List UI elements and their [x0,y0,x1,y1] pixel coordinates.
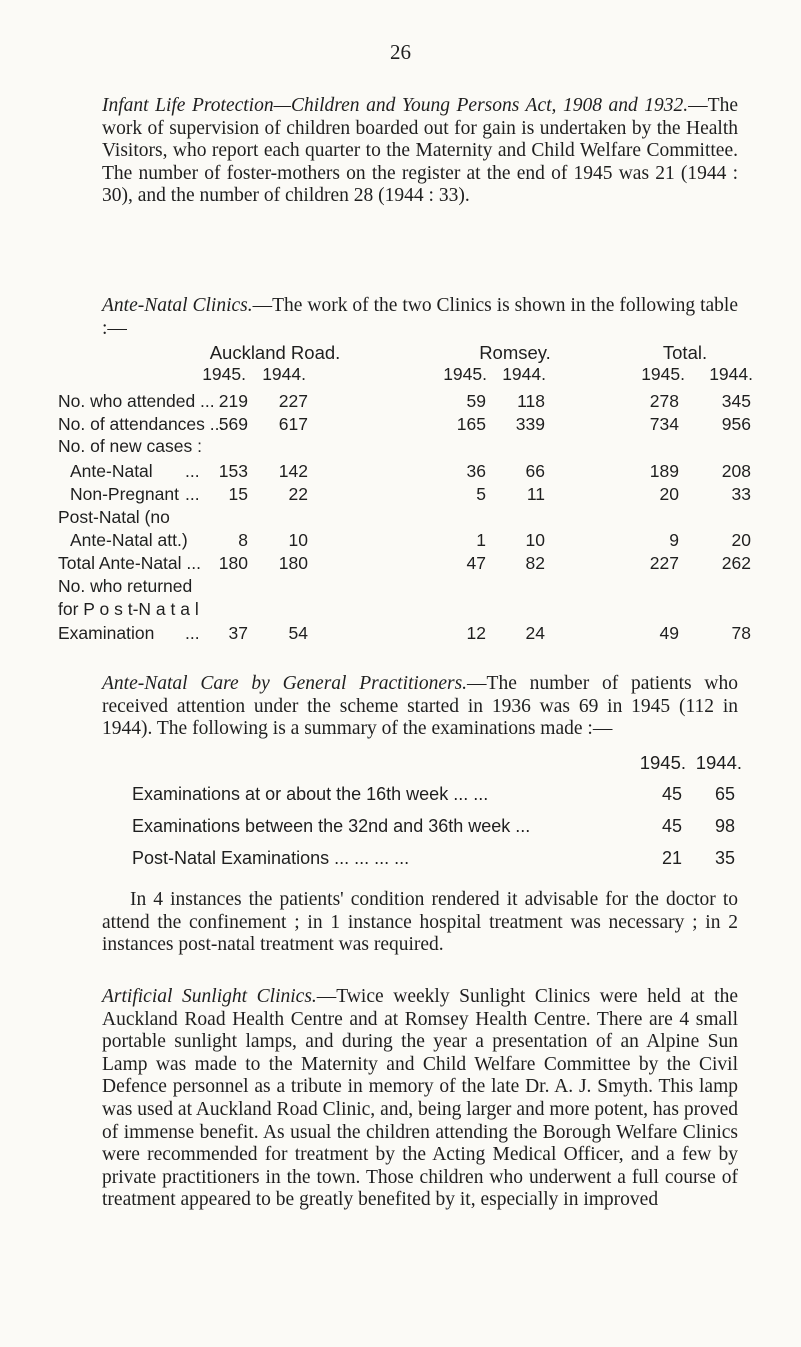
row-label-postnatal-line1: Post-Natal (no [58,507,170,527]
table-cell: 65 [714,784,735,804]
heading-ante-natal-clinics: Ante-Natal Clinics. [102,295,253,316]
table-cell: 227 [649,553,679,573]
table-cell: 278 [649,391,679,411]
heading-general-practitioners: Ante-Natal Care by General Practitioners. [102,673,468,694]
table-cell: 98 [714,816,735,836]
table-cell: 54 [288,623,308,643]
text-infant-life-protection: —The work of supervision of children boarded out for gain is undertaken by the Health Visitors, who report each quarter to the Maternity and Child Welfare Committee. The number of foster-mothers on the register at the end of 1945 was 21 (1944 : 30), and the number of children 28 (1944 : 33). [102,95,738,207]
header-auckland-road: Auckland Road. [209,342,341,363]
header-romsey: Romsey. [479,342,551,363]
row-label-examination: Examination [58,623,155,643]
paragraph-infant-life-protection [102,95,738,208]
row-label-new-cases: No. of new cases : [58,436,202,456]
table-cell: 5 [476,484,486,504]
heading-infant-life-protection: Infant Life Protection—Children and Young Persons Act, 1908 and 1932. [102,95,689,116]
table-cell: 49 [659,623,679,643]
row-label-nonpregnant: Non-Pregnant [70,484,179,504]
table-cell: 24 [525,623,545,643]
table-cell: 82 [525,553,545,573]
table-cell: 8 [238,530,248,550]
table-cell: 78 [731,623,751,643]
exam-row-label: Post-Natal Examinations ... ... ... ... [132,848,410,868]
table-cell: 37 [228,623,248,643]
row-dots: ... [185,461,200,481]
year-header: 1944. [502,364,546,384]
table-cell: 262 [721,553,751,573]
table-cell: 9 [669,530,679,550]
table-cell: 20 [731,530,751,550]
table-cell: 11 [526,484,545,504]
text-general-practitioners: —The number of patients who received attention under the scheme started in 1936 was 69 in 1945 (112 in 1944). The following is a summary of the examinations made :— [102,673,738,740]
row-dots: ... [185,623,200,643]
table-cell: 15 [228,484,248,504]
table-cell: 36 [466,461,486,481]
paragraph-patient-instances [102,889,738,957]
row-dots: ... [185,484,200,504]
paragraph-general-practitioners [102,673,738,741]
row-label-returned-line2: for P o s t-N a t a l [58,599,199,619]
paragraph-ante-natal-clinics [102,295,738,340]
row-label-returned-line1: No. who returned [58,576,193,596]
text-artificial-sunlight: —Twice weekly Sunlight Clinics were held at the Auckland Road Health Centre and at Romsey Health Centre. There are 4 small portable sunlight lamps, and during the year a presentation of an Alpine Sun Lamp was made to the Maternity and Child Welfare Committee by the Civil Defence personnel as a tribute in memory of the late Dr. A. J. Smyth. This lamp was used at Auckland Road Clinic, and, being larger and more potent, has proved of immense benefit. As usual the children attending the Borough Welfare Clinics were recommended for treatment by the Acting Medical Officer, and a few by private practitioners in the town. Those children who underwent a full course of treatment appeared to be greatly benefited by it, especially in improved [102,986,738,1211]
table-cell: 208 [721,461,751,481]
year-header: 1945. [202,364,246,384]
text-patient-instances: In 4 instances the patients' condition rendered it advisable for the doctor to attend the confinement ; in 1 instance hospital treatment was necessary ; in 2 instances post-natal treatment was required. [102,889,738,956]
table-cell: 45 [661,784,682,804]
table-cell: 21 [661,848,682,868]
page-number: 26 [390,40,411,64]
table-cell: 20 [659,484,679,504]
table-cell: 345 [721,391,751,411]
table-cell: 33 [731,484,751,504]
exam-row-label: Examinations between the 32nd and 36th week ... [132,816,531,836]
paragraph-artificial-sunlight [102,986,738,1212]
table-cell: 10 [525,530,545,550]
row-label-attendances: No. of attendances ... [58,414,225,434]
heading-artificial-sunlight: Artificial Sunlight Clinics. [102,986,317,1007]
row-label-postnatal-line2: Ante-Natal att.) [70,530,188,550]
table-cell: 227 [278,391,308,411]
table-cell: 142 [278,461,308,481]
table-cell: 153 [218,461,248,481]
table-cell: 22 [288,484,308,504]
row-label-antenatal: Ante-Natal [70,461,153,481]
row-label-attended: No. who attended ... [58,391,215,411]
table-cell: 165 [456,414,486,434]
header-total: Total. [662,342,708,363]
table-cell: 189 [649,461,679,481]
table-cell: 66 [525,461,545,481]
table-cell: 617 [278,414,308,434]
year-header: 1944. [262,364,306,384]
table-cell: 47 [466,553,486,573]
year-header: 1944. [709,364,753,384]
year-header: 1945. [443,364,487,384]
table-cell: 118 [517,391,545,411]
year-header: 1944. [695,752,742,773]
table-cell: 734 [649,414,679,434]
table-cell: 569 [218,414,248,434]
table-cell: 45 [661,816,682,836]
table-cell: 956 [721,414,751,434]
table-cell: 35 [714,848,735,868]
table-cell: 219 [218,391,248,411]
table-cell: 180 [218,553,248,573]
text-ante-natal-clinics: —The work of the two Clinics is shown in the following table :— [102,295,739,339]
year-header: 1945. [641,364,685,384]
table-cell: 12 [466,623,486,643]
row-label-total-antenatal: Total Ante-Natal ... [58,553,201,573]
table-cell: 180 [278,553,308,573]
table-cell: 59 [466,391,486,411]
table-cell: 10 [288,530,308,550]
table-cell: 1 [476,530,486,550]
table-cell: 339 [515,414,545,434]
year-header: 1945. [639,752,686,773]
exam-row-label: Examinations at or about the 16th week ... ... [132,784,489,804]
